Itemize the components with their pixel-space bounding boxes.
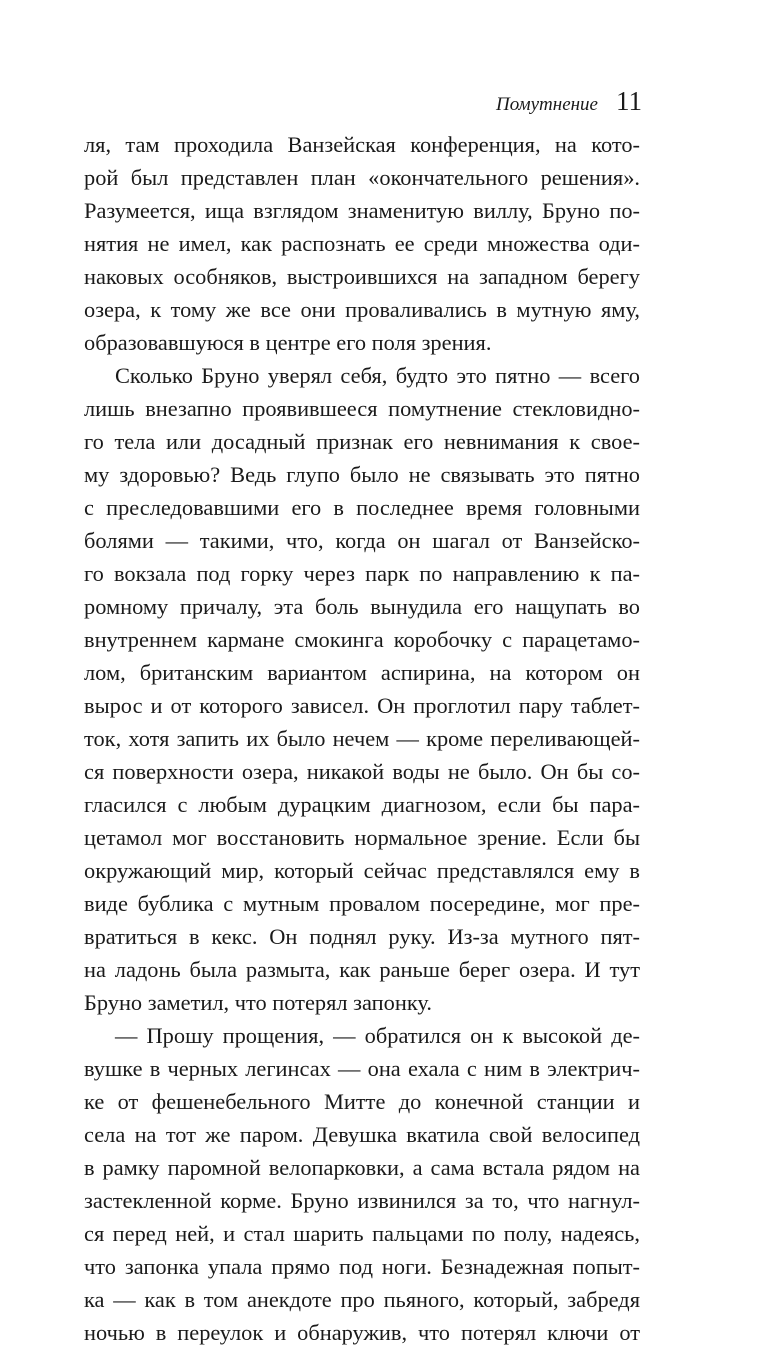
text-line: Сколько Бруно уверял себя, будто это пятно — всего (115, 363, 640, 388)
page-number: 11 (616, 86, 642, 116)
text-line: Бруно заметил, что потерял запонку. (84, 990, 432, 1015)
text-line: ке от фешенебельного Митте до конечной станции и (84, 1089, 640, 1114)
paragraph (84, 359, 640, 1019)
text-line: наковых особняков, выстроившихся на западном берегу (84, 264, 640, 289)
text-line: что запонка упала прямо под ноги. Безнадежная попыт- (84, 1254, 640, 1279)
text-line: лишь внезапно проявившееся помутнение стекловидно- (84, 396, 640, 421)
text-line: вырос и от которого зависел. Он проглотил пару таблет- (84, 693, 640, 718)
paragraph (84, 128, 640, 359)
text-line: виде бублика с мутным провалом посередине, мог пре- (84, 891, 640, 916)
running-title: Помутнение (496, 94, 598, 115)
text-line: ромному причалу, эта боль вынудила его нащупать во (84, 594, 640, 619)
text-line: ток, хотя запить их было нечем — кроме переливающей- (84, 726, 640, 751)
body-text (84, 128, 640, 1349)
text-line: озера, к тому же все они проваливались в мутную яму, (84, 297, 640, 322)
text-line: застекленной корме. Бруно извинился за то, что нагнул- (84, 1188, 640, 1213)
text-line: му здоровью? Ведь глупо было не связывать это пятно (84, 462, 640, 487)
text-line: го тела или досадный признак его невнимания к свое- (84, 429, 640, 454)
text-line: го вокзала под горку через парк по направлению к па- (84, 561, 640, 586)
text-line: болями — такими, что, когда он шагал от Ванзейско- (84, 528, 640, 553)
text-line: ся перед ней, и стал шарить пальцами по полу, надеясь, (84, 1221, 640, 1246)
text-line: села на тот же паром. Девушка вкатила свой велосипед (84, 1122, 640, 1147)
text-line: внутреннем кармане смокинга коробочку с парацетамо- (84, 627, 640, 652)
text-line: образовавшуюся в центре его поля зрения. (84, 330, 492, 355)
text-line: в рамку паромной велопарковки, а сама встала рядом на (84, 1155, 640, 1180)
text-line: нятия не имел, как распознать ее среди множества оди- (84, 231, 640, 256)
paragraph (84, 1019, 640, 1349)
text-line: с преследовавшими его в последнее время головными (84, 495, 640, 520)
text-line: — Прошу прощения, — обратился он к высокой де- (115, 1023, 640, 1048)
text-line: ночью в переулок и обнаружив, что потерял ключи от (84, 1320, 640, 1345)
text-line: гласился с любым дурацким диагнозом, если бы пара- (84, 792, 640, 817)
text-line: окружающий мир, который сейчас представлялся ему в (84, 858, 640, 883)
page-header (496, 86, 642, 117)
text-line: ля, там проходила Ванзейская конференция, на кото- (84, 132, 640, 157)
text-line: цетамол мог восстановить нормальное зрение. Если бы (84, 825, 640, 850)
text-line: ся поверхности озера, никакой воды не было. Он бы со- (84, 759, 640, 784)
text-line: Разумеется, ища взглядом знаменитую виллу, Бруно по- (84, 198, 640, 223)
text-line: на ладонь была размыта, как раньше берег озера. И тут (84, 957, 640, 982)
text-line: ка — как в том анекдоте про пьяного, который, забредя (84, 1287, 640, 1312)
text-line: вушке в черных легинсах — она ехала с ним в электрич- (84, 1056, 640, 1081)
text-line: лом, британским вариантом аспирина, на котором он (84, 660, 640, 685)
text-line: рой был представлен план «окончательного решения». (84, 165, 640, 190)
text-line: вратиться в кекс. Он поднял руку. Из-за мутного пят- (84, 924, 640, 949)
